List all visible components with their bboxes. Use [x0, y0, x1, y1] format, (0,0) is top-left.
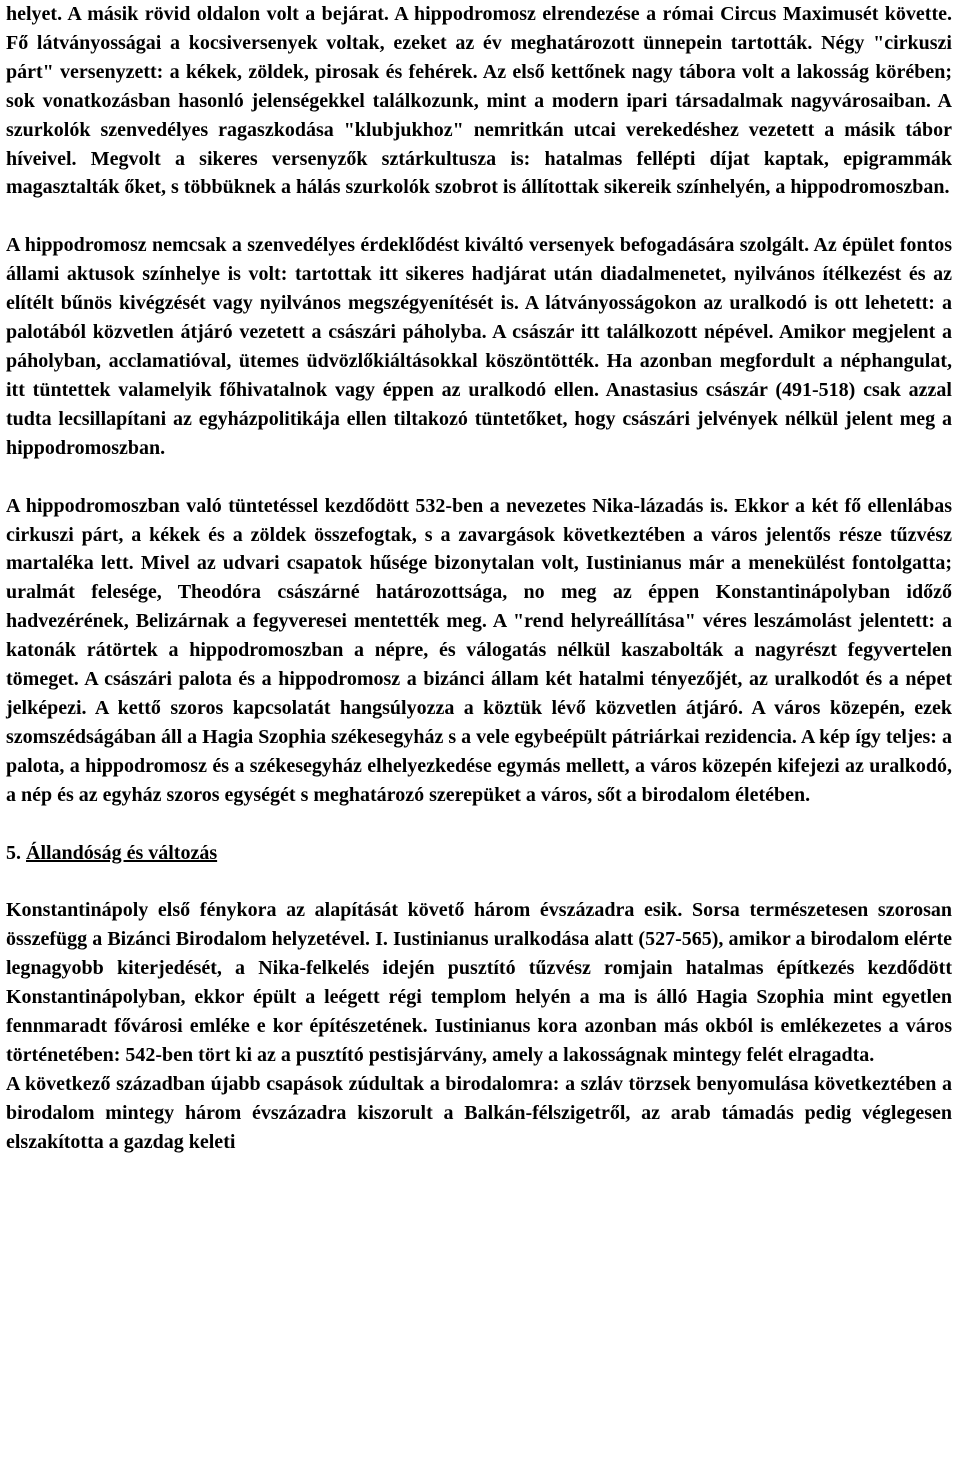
- document-page: [6, 0, 952, 1157]
- paragraph-hippodrome-races: helyet. A másik rövid oldalon volt a bejárat. A hippodromosz elrendezése a római Circus Maximusét követte. Fő látványosságai a kocsiversenyek voltak, ezeket az év meghatározott ünnepein tartották. Négy "cirkuszi párt" versenyzett: a kékek, zöldek, pirosak és fehérek. Az első kettőnek nagy tábora volt a lakosság körében; sok vonatkozásban hasonló jelenségekkel találkozunk, mint a modern ipari társadalmak nagyvárosaiban. A szurkolók szenvedélyes ragaszkodása "klubjukhoz" nemritkán utcai verekedéshez vezetett a másik tábor híveivel. Megvolt a sikeres versenyzők sztárkultusza is: hatalmas fellépti díjat kaptak, epigrammák magasztalták őket, s többüknek a hálás szurkolók szobrot is állítottak sikereik színhelyén, a hippodromoszban.: [6, 3, 952, 199]
- section-heading: [6, 839, 952, 868]
- section-title: Állandóság és változás: [26, 841, 218, 864]
- paragraph-nika-revolt: A hippodromoszban való tüntetéssel kezdődött 532-ben a nevezetes Nika-lázadás is. Ekkor a két fő ellenlábas cirkuszi párt, a kékek és a zöldek összefogtak, s a zavargások következtében a város jelentős része tűzvész martaléka lett. Mivel az udvari csapatok hűsége bizonytalan volt, Iustinianus már a menekülést fontolgatta; uralmát felesége, Theodóra császárné határozottsága, no meg az éppen Konstantinápolyban időző hadvezérének, Belizárnak a fegyveresei mentették meg. A "rend helyreállítása" véres leszámolást jelentett: a katonák rátörtek a hippodromoszban a népre, és válogatás nélkül kaszabolták a nagyrészt fegyvertelen tömeget. A császári palota és a hippodromosz a bizánci állam két hatalmi tényezőjét, az uralkodót és a népet jelképezi. A kettő szoros kapcsolatát hangsúlyozza a köztük lévő közvetlen átjáró. A város közepén, ezek szomszédságában áll a Hagia Szophia székesegyház s a vele egybeépült pátriárkai rezidencia. A kép így teljes: a palota, a hippodromosz és a székesegyház elhelyezkedése egymás mellett, a város közepén kifejezi az uralkodó, a nép és az egyház szoros egységét s meghatározó szerepüket a város, sőt a birodalom életében.: [6, 494, 952, 806]
- paragraph-first-golden-age: Konstantinápoly első fénykora az alapítását követő három évszázadra esik. Sorsa természetesen szorosan összefügg a Bizánci Birodalom helyzetével. I. Iustinianus uralkodása alatt (527-565), amikor a birodalom elérte legnagyobb kiterjedését, a Nika-felkelés idején pusztító tűzvész romjain hatalmas építkezés kezdődött Konstantinápolyban, ekkor épült a leégett régi templom helyén a ma is álló Hagia Szophia mint egyetlen fennmaradt fővárosi emléke e kor építészetének. Iustinianus kora azonban más okból is emlékezetes a város történetében: 542-ben tört ki az a pusztító pestisjárvány, amely a lakosságnak mintegy felét elragadta.: [6, 899, 952, 1066]
- paragraph-next-century: A következő században újabb csapások zúdultak a birodalomra: a szláv törzsek benyomulása következtében a birodalom mintegy három évszázadra kiszorult a Balkán-félszigetről, az arab támadás pedig véglegesen elszakította a gazdag keleti: [6, 1072, 952, 1153]
- paragraph-hippodrome-state-acts: A hippodromosz nemcsak a szenvedélyes érdeklődést kiváltó versenyek befogadására szolgált. Az épület fontos állami aktusok színhelye is volt: tartottak itt sikeres hadjárat után diadalmenetet, nyilvános ítélkezést és az elítélt bűnös kivégzését vagy nyilvános megszégyenítését is. A látványosságokon az uralkodó is ott lehetett: a palotából közvetlen átjáró vezetett a császári páholyba. A császár itt találkozott népével. Amikor megjelent a páholyban, acclamatióval, ütemes üdvözlőkiáltásokkal köszöntötték. Ha azonban megfordult a néphangulat, itt tüntettek valamelyik főhivatalnok vagy éppen az uralkodó ellen. Anastasius császár (491-518) csak azzal tudta lecsillapítani az egyházpolitikája ellen tiltakozó tüntetőket, hogy császári jelvények nélkül jelent meg a hippodromoszban.: [6, 234, 952, 459]
- section-number: 5.: [6, 841, 21, 864]
